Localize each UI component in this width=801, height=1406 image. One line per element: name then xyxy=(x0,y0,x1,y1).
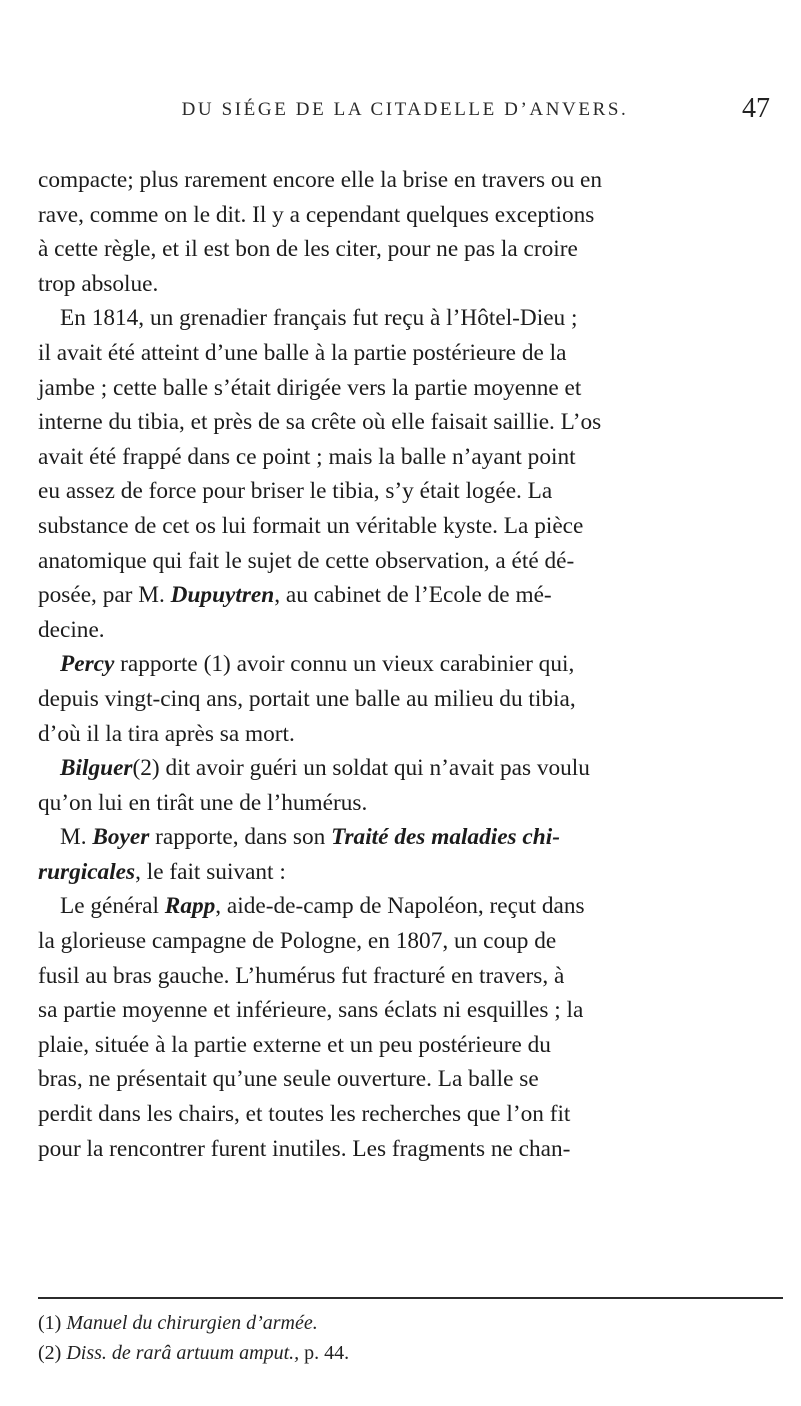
footnote-2 xyxy=(38,1338,783,1368)
page-header xyxy=(40,95,770,135)
page-number: 47 xyxy=(742,93,770,124)
text-line: sa partie moyenne et inférieure, sans éclats ni esquilles ; la xyxy=(38,997,584,1024)
author-name-dupuytren: Dupuytren xyxy=(170,582,275,609)
book-title: rurgicales xyxy=(38,858,136,885)
text-line xyxy=(38,820,783,855)
text-segment: (2) dit avoir guéri un soldat qui n’avait pas voulu xyxy=(132,755,590,782)
text-line: En 1814, un grenadier français fut reçu à l’Hôtel-Dieu ; xyxy=(60,305,578,332)
text-line: substance de cet os lui formait un véritable kyste. La pièce xyxy=(38,512,584,539)
text-line xyxy=(38,855,783,890)
text-line: fusil au bras gauche. L’humérus fut fracturé en travers, à xyxy=(38,962,565,989)
paragraph-2 xyxy=(38,301,783,647)
text-line xyxy=(38,578,783,613)
text-line: pour la rencontrer furent inutiles. Les fragments ne chan- xyxy=(38,1135,571,1162)
paragraph-4 xyxy=(38,751,783,820)
book-title: Traité des maladies chi- xyxy=(331,824,560,851)
text-segment: rapporte, dans son xyxy=(149,824,332,851)
body-text xyxy=(38,163,783,1166)
person-name-rapp: Rapp xyxy=(164,893,216,920)
footnotes xyxy=(38,1308,783,1368)
text-line xyxy=(38,751,783,786)
footnote-divider xyxy=(38,1297,783,1299)
text-line: compacte; plus rarement encore elle la brise en travers ou en xyxy=(38,167,603,193)
text-line: plaie, située à la partie externe et un peu postérieure du xyxy=(38,1031,551,1058)
text-line: à cette règle, et il est bon de les citer, pour ne pas la croire xyxy=(38,236,578,263)
text-line: perdit dans les chairs, et toutes les recherches que l’on fit xyxy=(38,1101,571,1128)
text-line: interne du tibia, et près de sa crête où elle faisait saillie. L’os xyxy=(38,409,602,436)
text-segment: , aide-de-camp de Napoléon, reçut dans xyxy=(215,893,585,920)
paragraph-3 xyxy=(38,647,783,751)
footnote-text: Manuel du chirurgien d’armée. xyxy=(66,1312,318,1334)
footnote-marker: (2) xyxy=(38,1342,67,1364)
text-line xyxy=(38,647,783,682)
text-line: decine. xyxy=(38,616,105,643)
footnote-marker: (1) xyxy=(38,1312,67,1334)
footnote-page-ref: p. 44. xyxy=(299,1342,350,1364)
text-line: trop absolue. xyxy=(38,270,159,297)
text-line: d’où il la tira après sa mort. xyxy=(38,720,295,747)
text-line: il avait été atteint d’une balle à la partie postérieure de la xyxy=(38,339,567,366)
text-line xyxy=(38,889,783,924)
text-line: jambe ; cette balle s’était dirigée vers la partie moyenne et xyxy=(38,374,582,401)
footnote-text: Diss. de rarâ artuum amput., xyxy=(66,1342,300,1364)
author-name-bilguer: Bilguer xyxy=(60,755,133,782)
text-segment: M. xyxy=(60,824,93,851)
footnote-1 xyxy=(38,1308,783,1338)
running-title: DU SIÉGE DE LA CITADELLE D’ANVERS. xyxy=(181,99,629,120)
text-line: depuis vingt-cinq ans, portait une balle au milieu du tibia, xyxy=(38,685,576,712)
text-segment: , le fait suivant : xyxy=(135,858,286,885)
text-segment: , au cabinet de l’Ecole de mé- xyxy=(274,582,552,609)
text-segment: posée, par M. xyxy=(38,582,171,609)
text-line: rave, comme on le dit. Il y a cependant quelques exceptions xyxy=(38,201,595,228)
text-line: avait été frappé dans ce point ; mais la balle n’ayant point xyxy=(38,443,576,470)
text-line: anatomique qui fait le sujet de cette observation, a été dé- xyxy=(38,547,575,574)
paragraph-5 xyxy=(38,820,783,889)
paragraph-1 xyxy=(38,163,783,301)
text-segment: Le général xyxy=(60,893,165,920)
text-segment: rapporte (1) avoir connu un vieux carabinier qui, xyxy=(114,651,575,678)
author-name-percy: Percy xyxy=(60,651,115,678)
text-line: la glorieuse campagne de Pologne, en 1807, un coup de xyxy=(38,928,557,955)
author-name-boyer: Boyer xyxy=(92,824,150,851)
paragraph-6 xyxy=(38,889,783,1166)
text-line: bras, ne présentait qu’une seule ouverture. La balle se xyxy=(38,1066,539,1093)
text-line: qu’on lui en tirât une de l’humérus. xyxy=(38,789,368,816)
text-line: eu assez de force pour briser le tibia, s’y était logée. La xyxy=(38,478,553,505)
